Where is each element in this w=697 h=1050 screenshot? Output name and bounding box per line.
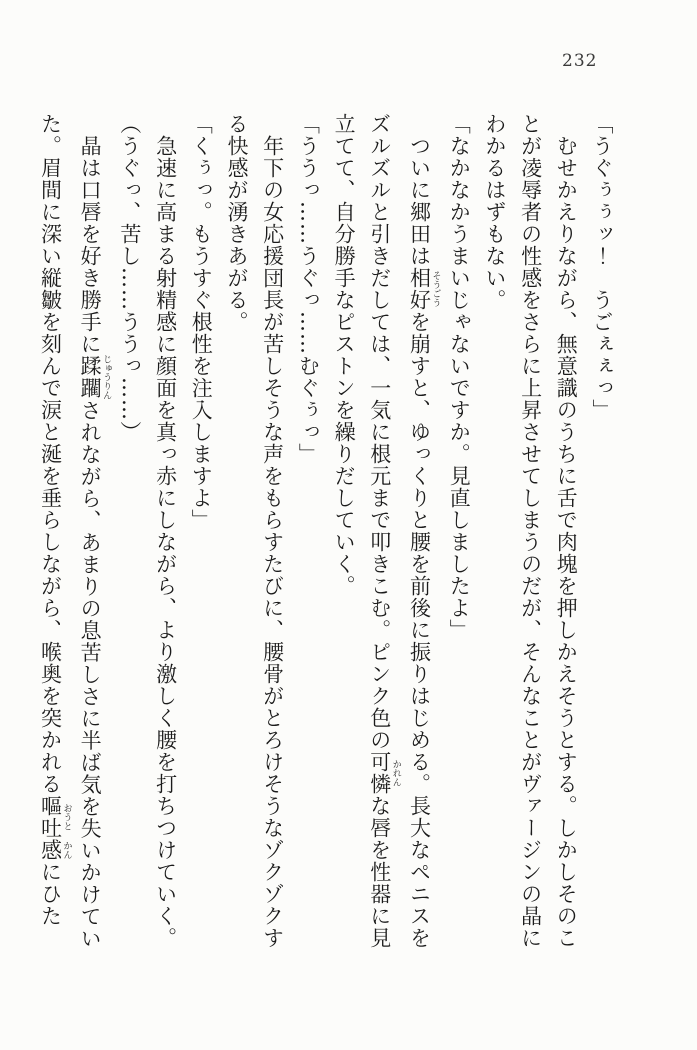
text-column: ズルズルと引きだしては、一気に根元まで叩きこむ。ピンク色の可憐 かれんな唇を性器に見 xyxy=(367,113,401,949)
text-column: 急速に高まる射精感に顔面を真っ赤にしながら、より激しく腰を打ちつけていく。 xyxy=(153,135,178,949)
text-column: 「うぐぅぅッ！ うごぇぇっ」 xyxy=(590,113,614,421)
ruby-annotated-word: 嘔吐 おうと xyxy=(38,795,72,839)
ruby-annotated-word: 相好 そうごう xyxy=(407,267,441,311)
text-column: とが凌辱者の性感をさらに上昇させてしまうのだが、そんなことがヴァージンの晶に xyxy=(518,113,543,949)
text-column: むせかえりながら、無意識のうちに舌で肉塊を押しかえそうとする。しかしそのこ xyxy=(554,135,579,949)
text-column: 「ううっ……うぐっ……むぐぅっ」 xyxy=(296,113,321,465)
ruby-annotated-word: 可憐 かれん xyxy=(367,751,401,795)
text-column: 年下の女応援団長が苦しそうな声をもらすたびに、腰骨がとろけそうなゾクゾクす xyxy=(260,135,285,949)
ruby-annotated-word: 蹂躙 じゅうりん xyxy=(78,354,112,400)
page-number: 232 xyxy=(562,51,598,71)
ruby-annotated-word: 感 かん xyxy=(38,839,72,861)
text-column: わかるはずもない。 xyxy=(482,113,507,311)
text-block xyxy=(32,113,619,951)
text-column: た。眉間に深い縦皺を刻んで涙と涎を垂らしながら、喉奥を突かれる嘔吐 おうと感 かんにひた xyxy=(38,113,72,927)
text-column: る快感が湧きあがる。 xyxy=(224,113,249,333)
text-column: 「なかなかうまいじゃないですか。見直しましたよ」 xyxy=(447,113,472,641)
text-column: （うぐっ、苦し……ううっ……） xyxy=(117,113,142,443)
text-column: 「くぅっ。もうすぐ根性を注入しますよ」 xyxy=(189,113,214,531)
text-column: 立てて、自分勝手なピストンを繰りだしていく。 xyxy=(332,113,357,597)
text-column: 晶は口唇を好き勝手に蹂躙 じゅうりんされながら、あまりの息苦しさに半ば気を失いかけてい xyxy=(78,135,112,950)
text-column: ついに郷田は相好 そうごうを崩すと、ゆっくりと腰を前後に振りはじめる。長大なペニスを xyxy=(407,135,441,949)
